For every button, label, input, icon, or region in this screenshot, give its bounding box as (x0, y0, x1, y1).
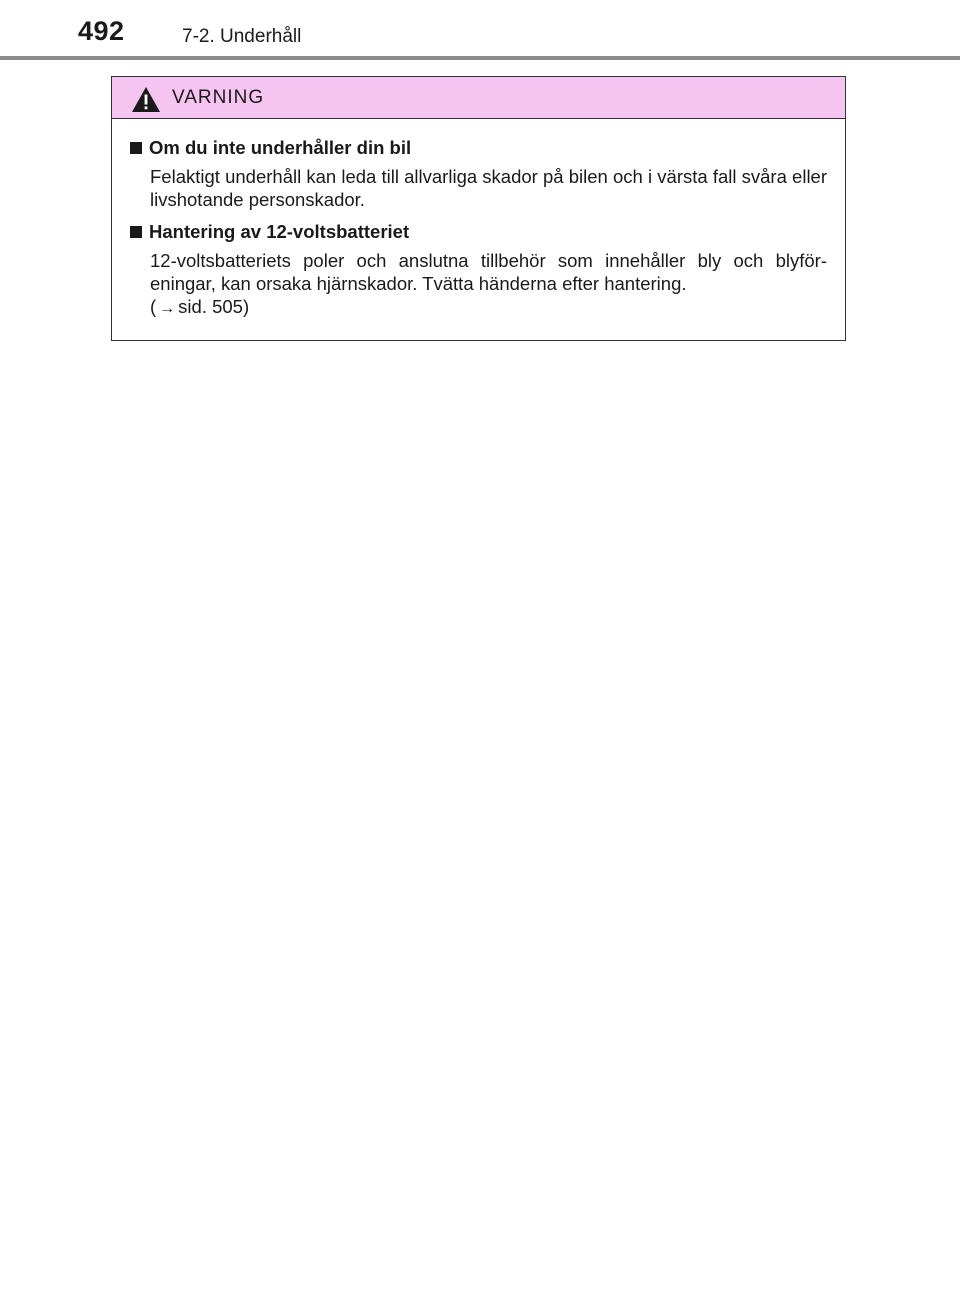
warning-item-text-block (150, 249, 827, 320)
warning-item-heading (130, 135, 827, 161)
warning-item (130, 135, 827, 211)
arrow-right-icon: → (159, 300, 176, 317)
header-divider (0, 56, 960, 60)
warning-item-heading (130, 219, 827, 245)
warning-triangle-icon (131, 86, 161, 113)
reference-page-text: sid. 505) (178, 296, 250, 317)
warning-box (111, 76, 846, 341)
page-header (0, 0, 960, 62)
warning-body (112, 119, 845, 320)
reference-open-paren: ( (150, 296, 157, 317)
page-reference[interactable] (150, 295, 827, 320)
warning-item-text: Felaktigt underhåll kan leda till allvarliga skador på bilen och i värsta fall svåra eller livshotande personskador. (150, 166, 827, 210)
warning-item-text: 12-voltsbatteriets poler och anslutna tillbehör som innehåller bly och blyför-eningar, kan orsaka hjärnskador. Tvätta händerna efter hantering. (150, 250, 827, 294)
square-bullet-icon (130, 142, 142, 154)
page-number: 492 (78, 16, 125, 46)
warning-item-heading-text: Hantering av 12-voltsbatteriet (149, 221, 410, 242)
warning-item-heading-text: Om du inte underhåller din bil (149, 137, 412, 158)
square-bullet-icon (130, 226, 142, 238)
warning-item (130, 219, 827, 320)
warning-header (112, 77, 845, 119)
section-title: 7-2. Underhåll (182, 26, 302, 47)
warning-title: VARNING (172, 87, 265, 108)
